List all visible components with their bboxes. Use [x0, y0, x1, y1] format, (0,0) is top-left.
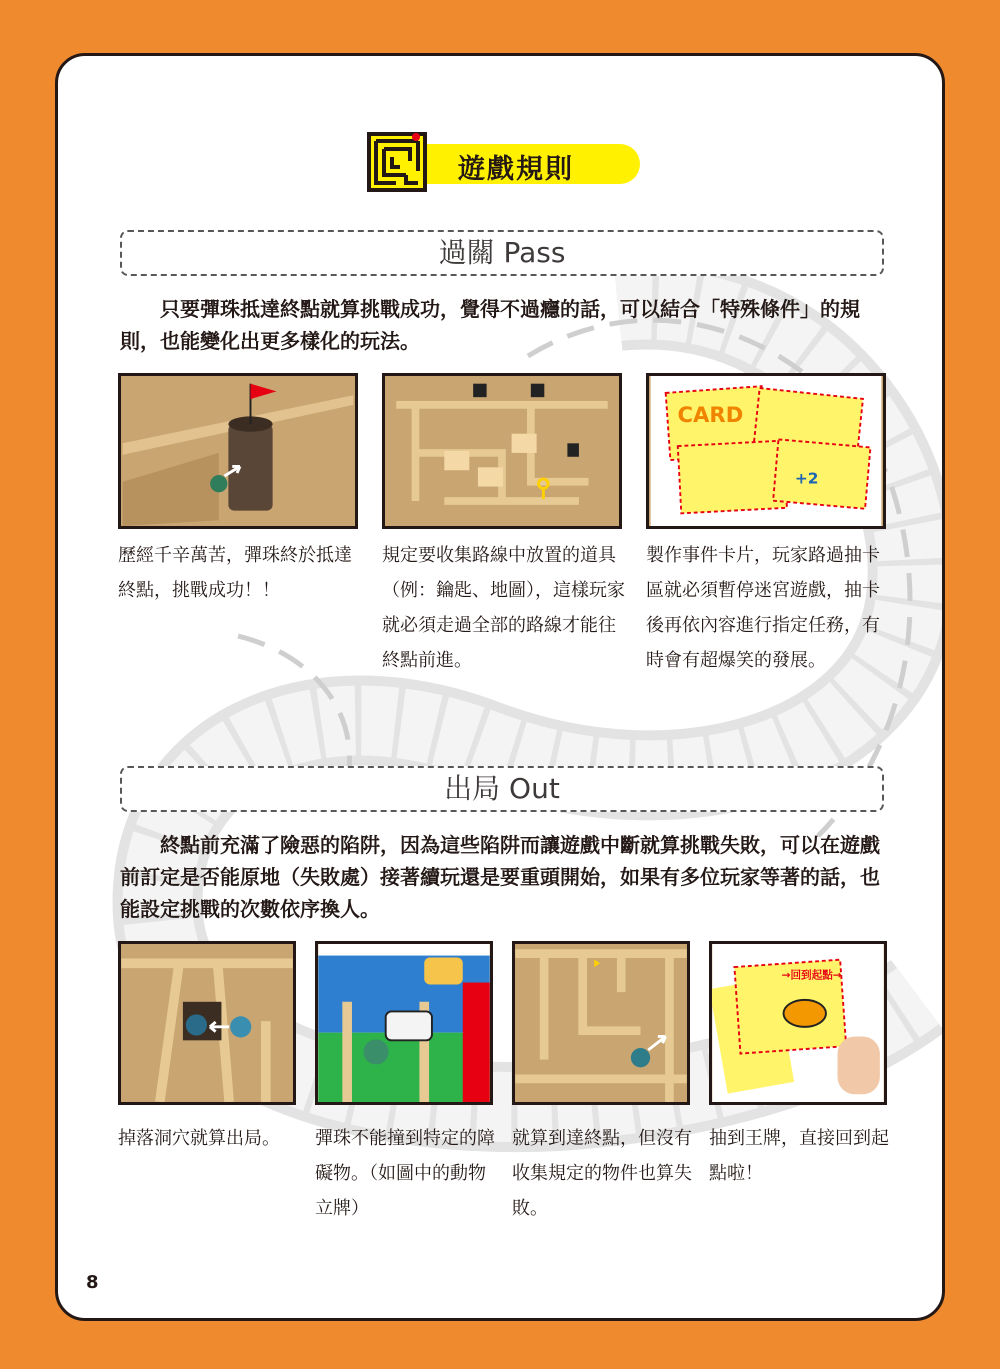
svg-text:+2: +2 [794, 469, 819, 488]
out-heading-box [120, 766, 884, 812]
title-pill [418, 144, 640, 184]
photo-joker-card [709, 941, 887, 1105]
out-caption-3: 就算到達終點，但沒有收集規定的物件也算失敗。 [512, 1128, 692, 1219]
page-number: 8 [86, 1272, 99, 1293]
out-caption-1: 掉落洞穴就算出局。 [118, 1128, 280, 1149]
pass-caption-1: 歷經千辛萬苦，彈珠終於抵達終點，挑戰成功！！ [118, 545, 352, 601]
svg-text:→回到起點→: →回到起點→ [781, 969, 842, 982]
out-caption-4: 抽到王牌，直接回到起點啦！ [709, 1128, 889, 1184]
out-paragraph [120, 829, 884, 925]
pass-heading-box [120, 230, 884, 276]
pass-paragraph [120, 293, 884, 357]
svg-text:CARD: CARD [677, 402, 744, 428]
pass-caption-2: 規定要收集路線中放置的道具（例：鑰匙、地圖），這樣玩家就必須走過全部的路線才能往終點前進。 [382, 545, 625, 671]
page-title: 遊戲規則 [458, 154, 574, 185]
photo-animal-obstacle [315, 941, 493, 1105]
pass-paragraph-text: 只要彈珠抵達終點就算挑戰成功，覺得不過癮的話，可以結合「特殊條件」的規則，也能變化出更多樣化的玩法。 [120, 297, 860, 353]
pass-heading: 過關 Pass [438, 236, 566, 269]
out-paragraph-text: 終點前充滿了險惡的陷阱，因為這些陷阱而讓遊戲中斷就算挑戰失敗，可以在遊戲前訂定是否能原地（失敗處）接著續玩還是要重頭開始，如果有多位玩家等著的話，也能設定挑戰的次數依序換人。 [120, 833, 880, 921]
photo-hole [118, 941, 296, 1105]
pass-caption-3: 製作事件卡片，玩家路過抽卡區就必須暫停迷宮遊戲，抽卡後再依內容進行指定任務，有時會有超爆笑的發展。 [646, 545, 880, 671]
photo-finish-tower [118, 373, 358, 529]
page [55, 53, 945, 1321]
photo-finish-without-items [512, 941, 690, 1105]
maze-icon [366, 131, 428, 193]
photo-collect-items [382, 373, 622, 529]
out-heading: 出局 Out [444, 772, 560, 805]
out-caption-2: 彈珠不能撞到特定的障礙物。（如圖中的動物立牌） [315, 1128, 495, 1219]
section-header [366, 131, 646, 193]
photo-event-cards [646, 373, 886, 529]
